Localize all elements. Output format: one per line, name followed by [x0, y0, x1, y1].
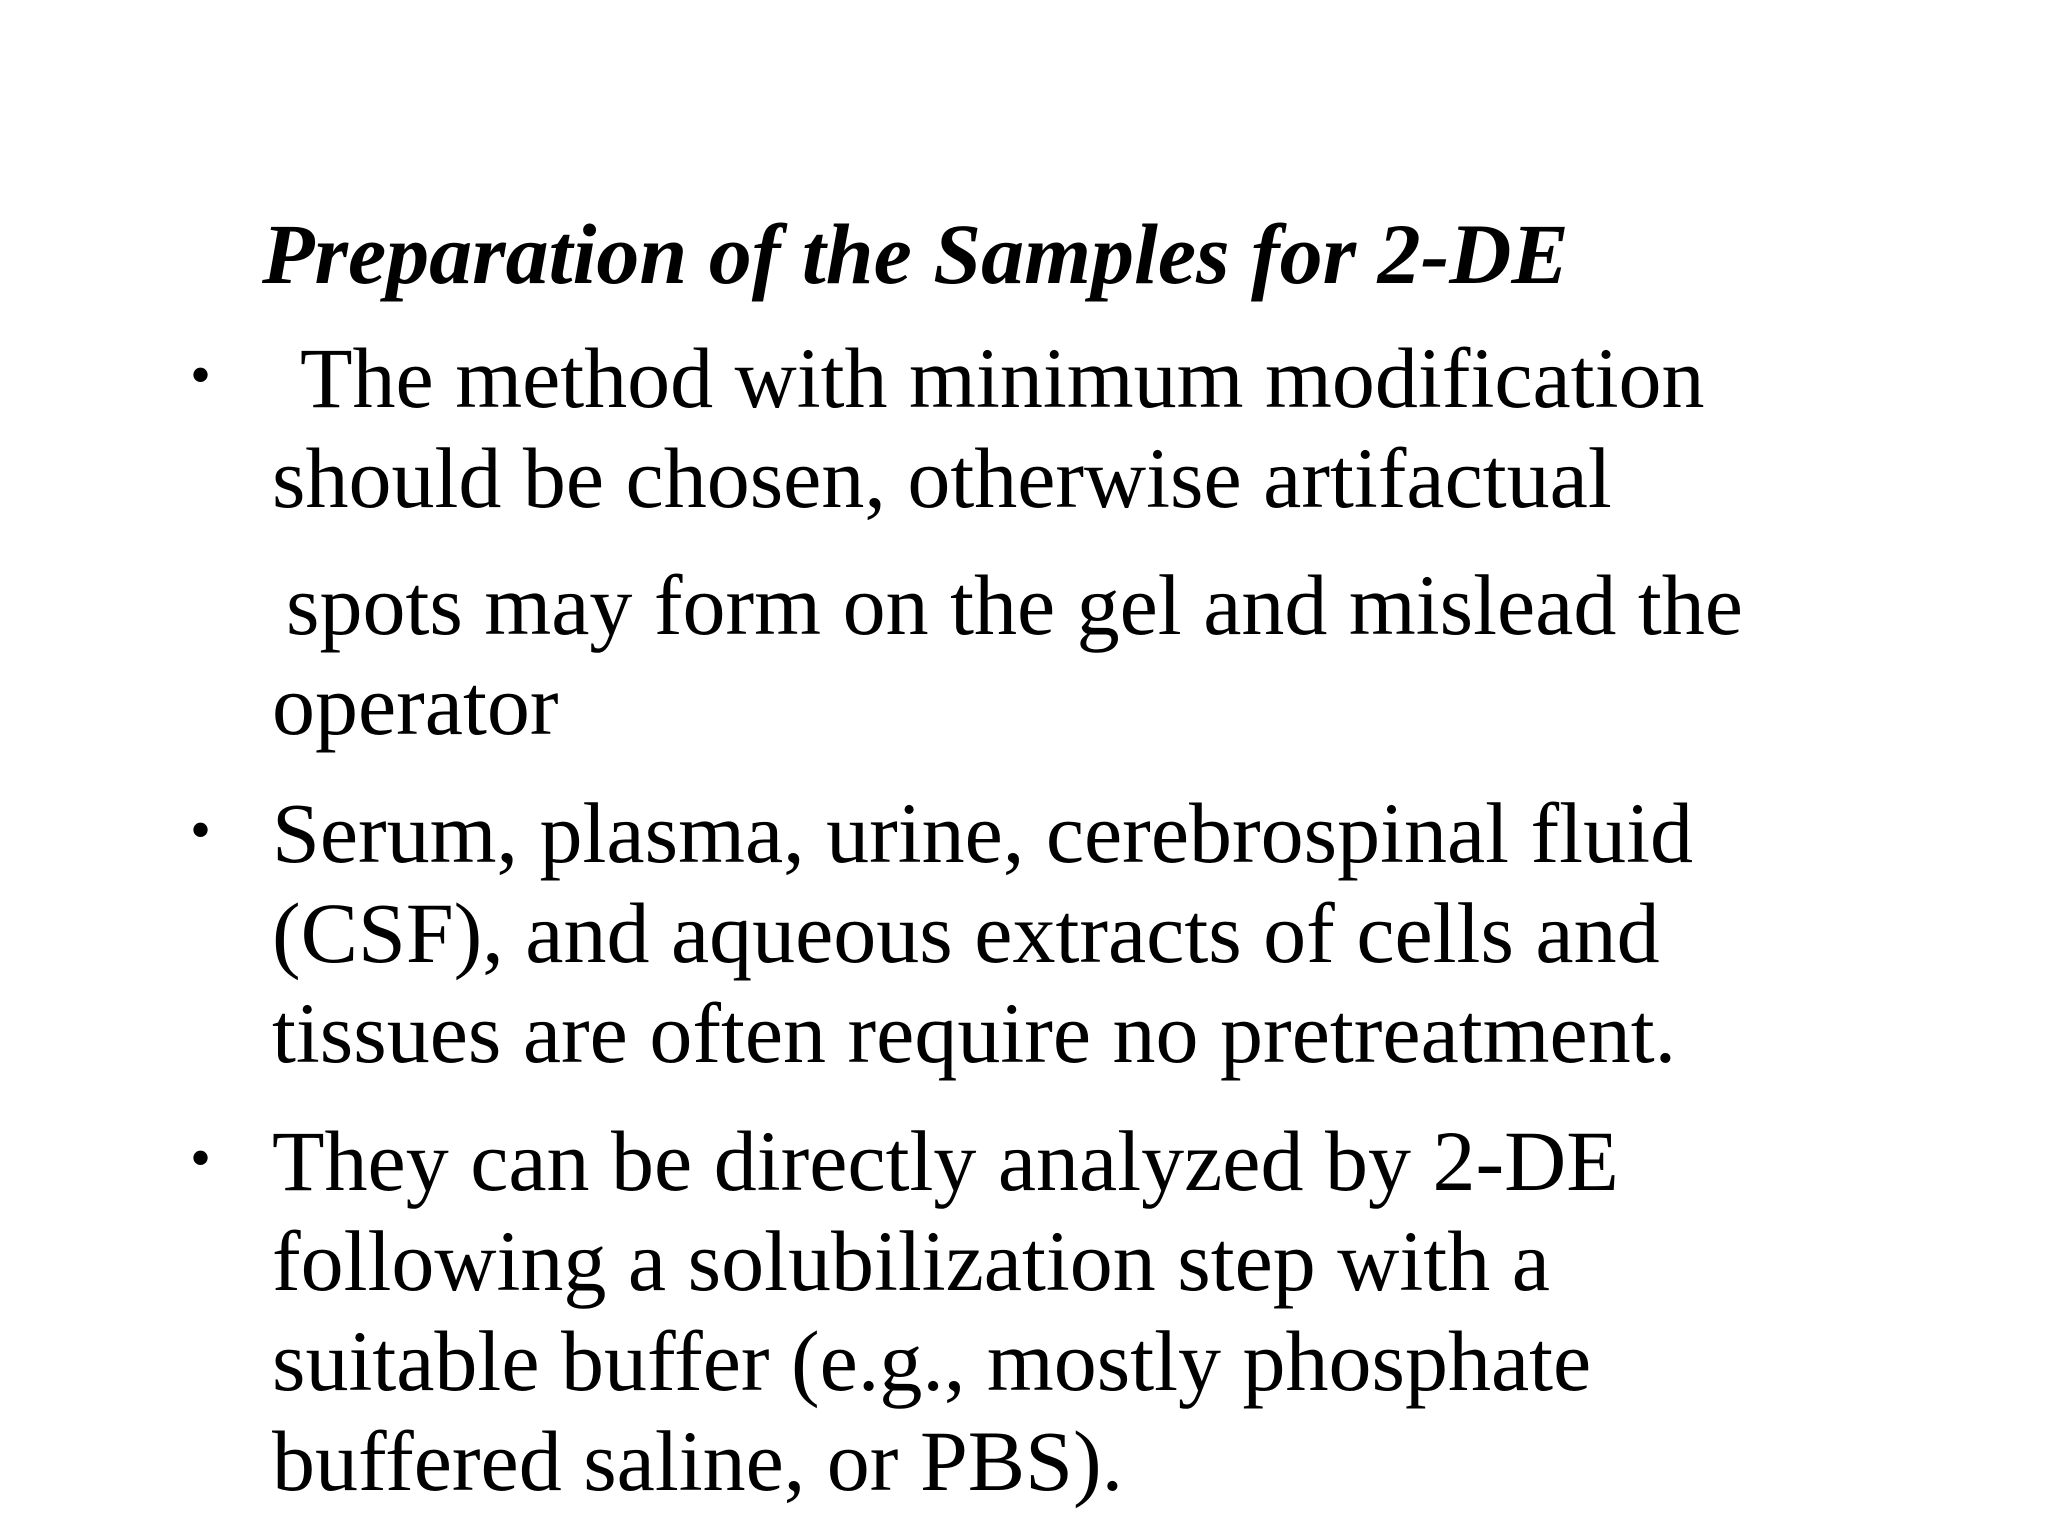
- bullet-line: operator: [272, 657, 559, 753]
- bullet-line: The method with minimum modification: [300, 330, 1705, 426]
- bullet-line: spots may form on the gel and mislead the: [286, 557, 1743, 653]
- slide-title: Preparation of the Samples for 2-DE: [262, 206, 1569, 302]
- bullet-line: Serum, plasma, urine, cerebrospinal fluid: [272, 785, 1693, 881]
- bullet-marker: •: [190, 797, 212, 863]
- bullet-line: tissues are often require no pretreatment.: [272, 985, 1677, 1081]
- bullet-line: should be chosen, otherwise artifactual: [272, 430, 1612, 526]
- bullet-line: (CSF), and aqueous extracts of cells and: [272, 885, 1660, 981]
- bullet-marker: •: [190, 1125, 212, 1191]
- bullet-line: They can be directly analyzed by 2-DE: [272, 1113, 1619, 1209]
- bullet-line: buffered saline, or PBS).: [272, 1413, 1124, 1509]
- bullet-line: following a solubilization step with a: [272, 1213, 1550, 1309]
- bullet-marker: •: [190, 342, 212, 408]
- bullet-line: suitable buffer (e.g., mostly phosphate: [272, 1313, 1592, 1409]
